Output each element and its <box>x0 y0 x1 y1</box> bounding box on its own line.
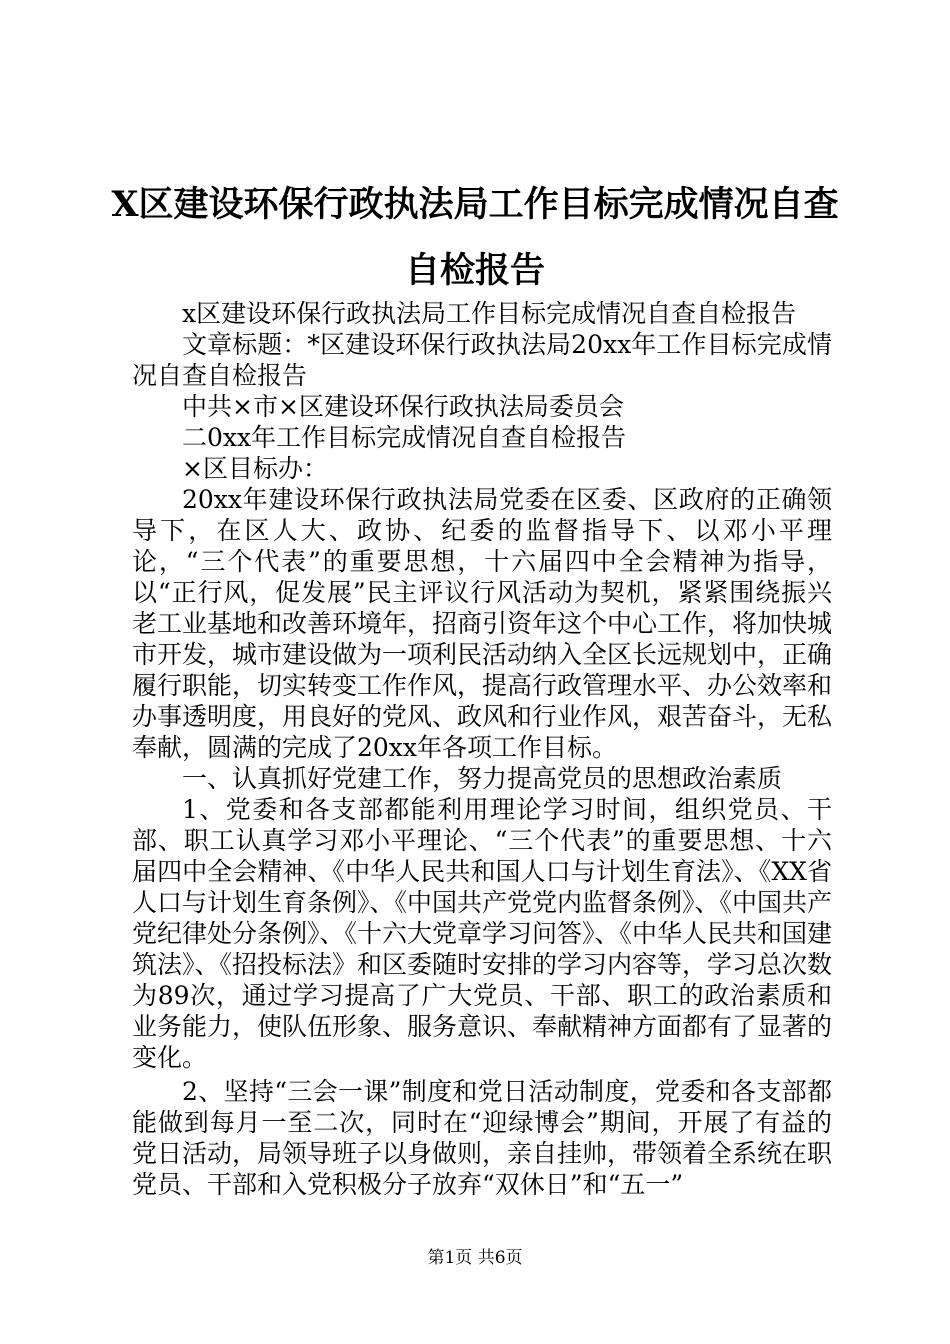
paragraph-subtitle: x区建设环保行政执法局工作目标完成情况自查自检报告 <box>182 299 797 328</box>
paragraph-section-heading: 一、认真抓好党建工作，努力提高党员的思想政治素质 <box>182 764 783 793</box>
paragraph-addressee: ×区目标办： <box>182 454 328 483</box>
document-body <box>132 298 832 1200</box>
document-title: X区建设环保行政执法局工作目标完成情况自查自检报告 <box>111 184 839 291</box>
page-footer: 第1页 共6页 <box>427 1248 523 1268</box>
paragraph-article-title: 文章标题：*区建设环保行政执法局20xx年工作目标完成情况自查自检报告 <box>132 330 832 390</box>
paragraph-intro: 20xx年建设环保行政执法局党委在区委、区政府的正确领导下，在区人大、政协、纪委的监督指导下、以邓小平理论，“三个代表”的重要思想，十六届四中全会精神为指导，以“正行风，促发展”民主评议行风活动为契机，紧紧围绕振兴老工业基地和改善环境年，招商引资年这个中心工作，将加快城市开发，城市建设做为一项利民活动纳入全区长远规划中，正确履行职能，切实转变工作作风，提高行政管理水平、办公效率和办事透明度，用良好的党风、政风和行业作风，艰苦奋斗，无私奉献，圆满的完成了20xx年各项工作目标。 <box>132 485 833 762</box>
paragraph-committee: 中共×市×区建设环保行政执法局委员会 <box>182 392 624 421</box>
paragraph-report-name: 二0xx年工作目标完成情况自查自检报告 <box>182 423 627 452</box>
paragraph-item-2: 2、坚持“三会一课”制度和党日活动制度，党委和各支部都能做到每月一至二次，同时在“迎绿博会”期间，开展了有益的党日活动，局领导班子以身做则，亲自挂帅，带领着全系统在职党员、干部和入党积极分子放弃“双休日”和“五一” <box>132 1077 833 1199</box>
paragraph-item-1: 1、党委和各支部都能利用理论学习时间，组织党员、干部、职工认真学习邓小平理论、“三个代表”的重要思想、十六届四中全会精神、《中华人民共和国人口与计划生育法》、《XX省人口与计划生育条例》、《中国共产党党内监督条例》、《中国共产党纪律处分条例》、《十六大党章学习问答》、《中华人民共和国建筑法》、《招投标法》和区委随时安排的学习内容等，学习总次数为89次，通过学习提高了广大党员、干部、职工的政治素质和业务能力，使队伍形象、服务意识、奉献精神方面都有了显著的变化。 <box>132 795 833 1072</box>
